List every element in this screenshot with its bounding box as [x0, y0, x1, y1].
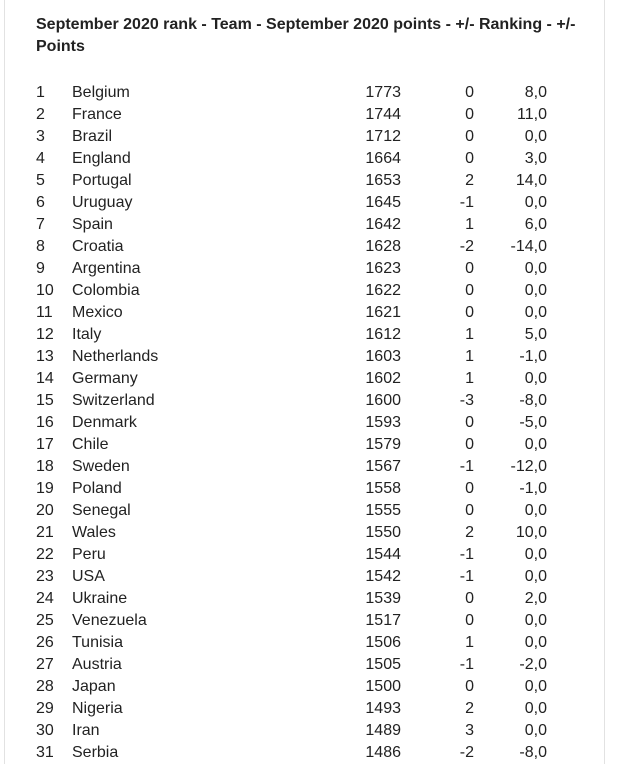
points-change-cell: 0,0 [524, 194, 547, 211]
ranking-change-cell: -2 [459, 238, 474, 255]
table-row [0, 588, 617, 610]
table-row [0, 214, 617, 236]
ranking-change-cell: 0 [465, 436, 474, 453]
points-change-cell: -14,0 [510, 238, 547, 255]
points-cell: 1653 [365, 172, 401, 189]
points-cell: 1744 [365, 106, 401, 123]
points-change-cell: 0,0 [524, 700, 547, 717]
rank-cell: 19 [36, 480, 54, 497]
table-row [0, 412, 617, 434]
points-cell: 1544 [365, 546, 401, 563]
ranking-change-cell: 0 [465, 260, 474, 277]
rank-cell: 9 [36, 260, 45, 277]
table-row [0, 632, 617, 654]
points-cell: 1539 [365, 590, 401, 607]
ranking-change-cell: 0 [465, 106, 474, 123]
points-cell: 1773 [365, 84, 401, 101]
ranking-change-cell: 1 [465, 634, 474, 651]
rank-cell: 4 [36, 150, 45, 167]
table-row [0, 302, 617, 324]
rank-cell: 25 [36, 612, 54, 629]
table-row [0, 610, 617, 632]
ranking-change-cell: -1 [459, 458, 474, 475]
points-change-cell: 0,0 [524, 722, 547, 739]
points-cell: 1712 [365, 128, 401, 145]
points-cell: 1664 [365, 150, 401, 167]
rank-cell: 10 [36, 282, 54, 299]
team-cell: Nigeria [72, 700, 123, 717]
points-change-cell: 0,0 [524, 282, 547, 299]
team-cell: Serbia [72, 744, 119, 761]
points-cell: 1505 [365, 656, 401, 673]
rank-cell: 20 [36, 502, 54, 519]
team-cell: Croatia [72, 238, 124, 255]
team-cell: Tunisia [72, 634, 123, 651]
table-row [0, 148, 617, 170]
table-row [0, 478, 617, 500]
ranking-change-cell: -2 [459, 744, 474, 761]
ranking-change-cell: 0 [465, 678, 474, 695]
rank-cell: 31 [36, 744, 54, 761]
points-cell: 1602 [365, 370, 401, 387]
rank-cell: 16 [36, 414, 54, 431]
ranking-change-cell: 0 [465, 480, 474, 497]
points-change-cell: 6,0 [524, 216, 547, 233]
table-row [0, 676, 617, 698]
rank-cell: 6 [36, 194, 45, 211]
ranking-change-cell: 0 [465, 590, 474, 607]
points-change-cell: 0,0 [524, 370, 547, 387]
team-cell: Portugal [72, 172, 132, 189]
team-cell: Italy [72, 326, 102, 343]
rank-cell: 21 [36, 524, 54, 541]
points-cell: 1555 [365, 502, 401, 519]
team-cell: Sweden [72, 458, 130, 475]
points-change-cell: 0,0 [524, 634, 547, 651]
points-change-cell: 2,0 [524, 590, 547, 607]
rank-cell: 2 [36, 106, 45, 123]
points-cell: 1493 [365, 700, 401, 717]
team-cell: Peru [72, 546, 106, 563]
points-change-cell: 8,0 [524, 84, 547, 101]
rank-cell: 15 [36, 392, 54, 409]
team-cell: Spain [72, 216, 113, 233]
team-cell: Japan [72, 678, 116, 695]
team-cell: Austria [72, 656, 122, 673]
points-change-cell: 3,0 [524, 150, 547, 167]
ranking-change-cell: -1 [459, 546, 474, 563]
points-cell: 1486 [365, 744, 401, 761]
table-row [0, 104, 617, 126]
ranking-change-cell: -3 [459, 392, 474, 409]
table-row [0, 390, 617, 412]
team-cell: Mexico [72, 304, 123, 321]
table-row [0, 280, 617, 302]
team-cell: USA [72, 568, 105, 585]
team-cell: France [72, 106, 122, 123]
points-change-cell: -1,0 [519, 480, 547, 497]
ranking-change-cell: -1 [459, 194, 474, 211]
points-change-cell: 0,0 [524, 128, 547, 145]
ranking-change-cell: 1 [465, 370, 474, 387]
table-row [0, 742, 617, 764]
ranking-change-cell: 2 [465, 700, 474, 717]
table-row [0, 82, 617, 104]
ranking-table [0, 82, 617, 764]
table-row [0, 500, 617, 522]
points-change-cell: 0,0 [524, 568, 547, 585]
table-row [0, 544, 617, 566]
team-cell: Chile [72, 436, 109, 453]
table-row [0, 698, 617, 720]
points-cell: 1517 [365, 612, 401, 629]
team-cell: Iran [72, 722, 100, 739]
rank-cell: 30 [36, 722, 54, 739]
team-cell: Netherlands [72, 348, 159, 365]
points-change-cell: 0,0 [524, 260, 547, 277]
rank-cell: 7 [36, 216, 45, 233]
team-cell: Wales [72, 524, 116, 541]
points-change-cell: 5,0 [524, 326, 547, 343]
team-cell: Ukraine [72, 590, 128, 607]
team-cell: Poland [72, 480, 122, 497]
rank-cell: 11 [36, 304, 53, 321]
rank-cell: 5 [36, 172, 45, 189]
team-cell: Denmark [72, 414, 137, 431]
points-cell: 1489 [365, 722, 401, 739]
rank-cell: 8 [36, 238, 45, 255]
rank-cell: 18 [36, 458, 54, 475]
ranking-change-cell: 0 [465, 612, 474, 629]
points-cell: 1506 [365, 634, 401, 651]
rank-cell: 29 [36, 700, 54, 717]
table-row [0, 346, 617, 368]
team-cell: Uruguay [72, 194, 133, 211]
rank-cell: 14 [36, 370, 54, 387]
points-cell: 1628 [365, 238, 401, 255]
points-change-cell: 0,0 [524, 304, 547, 321]
points-cell: 1542 [365, 568, 401, 585]
ranking-change-cell: 0 [465, 502, 474, 519]
ranking-change-cell: 0 [465, 128, 474, 145]
points-change-cell: 0,0 [524, 436, 547, 453]
points-change-cell: 10,0 [515, 524, 547, 541]
rank-cell: 3 [36, 128, 45, 145]
points-cell: 1593 [365, 414, 401, 431]
points-change-cell: -8,0 [519, 392, 547, 409]
points-change-cell: 0,0 [524, 612, 547, 629]
points-cell: 1550 [365, 524, 401, 541]
ranking-change-cell: 0 [465, 84, 474, 101]
team-cell: Belgium [72, 84, 130, 101]
ranking-change-cell: 0 [465, 282, 474, 299]
ranking-change-cell: 0 [465, 150, 474, 167]
ranking-change-cell: 0 [465, 414, 474, 431]
table-row [0, 258, 617, 280]
table-row [0, 566, 617, 588]
points-cell: 1612 [365, 326, 401, 343]
points-cell: 1500 [365, 678, 401, 695]
team-cell: Senegal [72, 502, 131, 519]
ranking-change-cell: -1 [459, 568, 474, 585]
points-change-cell: -1,0 [519, 348, 547, 365]
points-cell: 1600 [365, 392, 401, 409]
points-change-cell: 0,0 [524, 546, 547, 563]
table-row [0, 236, 617, 258]
points-cell: 1579 [365, 436, 401, 453]
rank-cell: 13 [36, 348, 54, 365]
rank-cell: 12 [36, 326, 54, 343]
table-row [0, 522, 617, 544]
table-row [0, 720, 617, 742]
points-cell: 1645 [365, 194, 401, 211]
table-row [0, 368, 617, 390]
points-cell: 1558 [365, 480, 401, 497]
rank-cell: 27 [36, 656, 54, 673]
team-cell: Brazil [72, 128, 113, 145]
ranking-change-cell: 0 [465, 304, 474, 321]
ranking-change-cell: 3 [465, 722, 474, 739]
table-row [0, 456, 617, 478]
rank-cell: 23 [36, 568, 54, 585]
rank-cell: 28 [36, 678, 54, 695]
points-change-cell: -8,0 [519, 744, 547, 761]
rank-cell: 24 [36, 590, 54, 607]
table-row [0, 654, 617, 676]
team-cell: Venezuela [72, 612, 147, 629]
ranking-change-cell: 1 [465, 348, 474, 365]
team-cell: Argentina [72, 260, 141, 277]
points-cell: 1567 [365, 458, 401, 475]
table-row [0, 434, 617, 456]
team-cell: Colombia [72, 282, 140, 299]
points-change-cell: 0,0 [524, 502, 547, 519]
team-cell: Germany [72, 370, 138, 387]
points-change-cell: -12,0 [510, 458, 547, 475]
ranking-change-cell: 1 [465, 326, 474, 343]
rank-cell: 26 [36, 634, 54, 651]
table-row [0, 126, 617, 148]
table-row [0, 324, 617, 346]
rank-cell: 1 [36, 84, 45, 101]
points-cell: 1623 [365, 260, 401, 277]
team-cell: England [72, 150, 131, 167]
ranking-change-cell: 1 [465, 216, 474, 233]
points-cell: 1622 [365, 282, 401, 299]
ranking-change-cell: 2 [465, 172, 474, 189]
points-change-cell: 11,0 [517, 106, 547, 123]
points-change-cell: -5,0 [519, 414, 547, 431]
table-heading: September 2020 rank - Team - September 2020 points - +/- Ranking - +/- Points [36, 16, 576, 55]
points-change-cell: -2,0 [519, 656, 547, 673]
ranking-change-cell: -1 [459, 656, 474, 673]
ranking-change-cell: 2 [465, 524, 474, 541]
rank-cell: 17 [36, 436, 54, 453]
points-cell: 1603 [365, 348, 401, 365]
points-cell: 1642 [365, 216, 401, 233]
points-cell: 1621 [365, 304, 401, 321]
table-row [0, 170, 617, 192]
rank-cell: 22 [36, 546, 54, 563]
points-change-cell: 14,0 [515, 172, 547, 189]
team-cell: Switzerland [72, 392, 155, 409]
points-change-cell: 0,0 [524, 678, 547, 695]
table-row [0, 192, 617, 214]
